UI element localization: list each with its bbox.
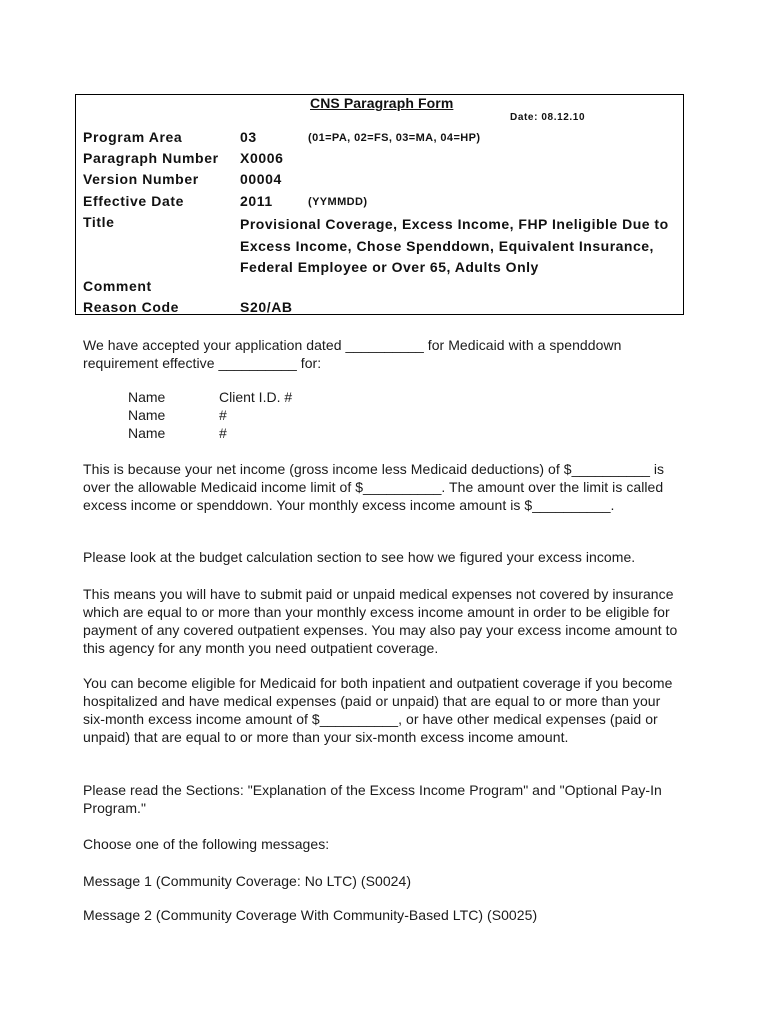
client-id: # [219, 407, 227, 423]
effective-date-note: (YYMMDD) [308, 196, 368, 208]
reason-code-value: S20/AB [240, 299, 293, 315]
intro-paragraph: We have accepted your application dated __________ for Medicaid with a spenddown requirement effective __________ for: [83, 337, 622, 371]
form-title: CNS Paragraph Form [310, 95, 454, 111]
program-area-value: 03 [240, 129, 257, 145]
inpatient-paragraph: You can become eligible for Medicaid for both inpatient and outpatient coverage if you become hospitalized and have medical expenses (paid or unpaid) that are equal to or more than your six-month excess income amount of $__________, or have other medical expenses (paid or unpaid) that are equal to or more than your six-month excess income amount. [83, 675, 673, 745]
comment-label: Comment [83, 278, 152, 294]
form-header-box [75, 94, 684, 315]
program-area-note: (01=PA, 02=FS, 03=MA, 04=HP) [308, 132, 481, 144]
reason-code-label: Reason Code [83, 299, 180, 315]
budget-paragraph: Please look at the budget calculation section to see how we figured your excess income. [83, 549, 636, 565]
income-paragraph: This is because your net income (gross income less Medicaid deductions) of $__________ is over the allowable Medicaid income limit of $__________. The amount over the limit is called excess income or spenddown. Your monthly excess income amount is $__________. [83, 461, 665, 513]
client-id: # [219, 425, 227, 441]
client-name: Name [128, 425, 166, 441]
choose-paragraph: Choose one of the following messages: [83, 836, 330, 852]
version-number-value: 00004 [240, 171, 282, 187]
title-value: Provisional Coverage, Excess Income, FHP Ineligible Due to Excess Income, Chose Spenddown, Equivalent Insurance, Federal Employee or Over 65, Adults Only [240, 216, 669, 275]
title-label: Title [83, 214, 115, 230]
paragraph-number-value: X0006 [240, 150, 284, 166]
version-number-label: Version Number [83, 171, 199, 187]
client-name: Name [128, 407, 166, 423]
form-date: Date: 08.12.10 [510, 112, 586, 123]
effective-date-label: Effective Date [83, 193, 184, 209]
sections-paragraph: Please read the Sections: "Explanation of the Excess Income Program" and "Optional Pay-In Program." [83, 782, 662, 816]
means-paragraph: This means you will have to submit paid or unpaid medical expenses not covered by insurance which are equal to or more than your monthly excess income amount in order to be eligible for payment of any covered outpatient expenses. You may also pay your excess income amount to this agency for any month you need outpatient coverage. [83, 586, 678, 656]
effective-date-value: 2011 [240, 193, 273, 209]
program-area-label: Program Area [83, 129, 183, 145]
client-name: Name [128, 389, 166, 405]
message-1: Message 1 (Community Coverage: No LTC) (S0024) [83, 873, 412, 889]
paragraph-number-label: Paragraph Number [83, 150, 219, 166]
message-2: Message 2 (Community Coverage With Community-Based LTC) (S0025) [83, 907, 538, 923]
client-id: Client I.D. # [219, 389, 293, 405]
